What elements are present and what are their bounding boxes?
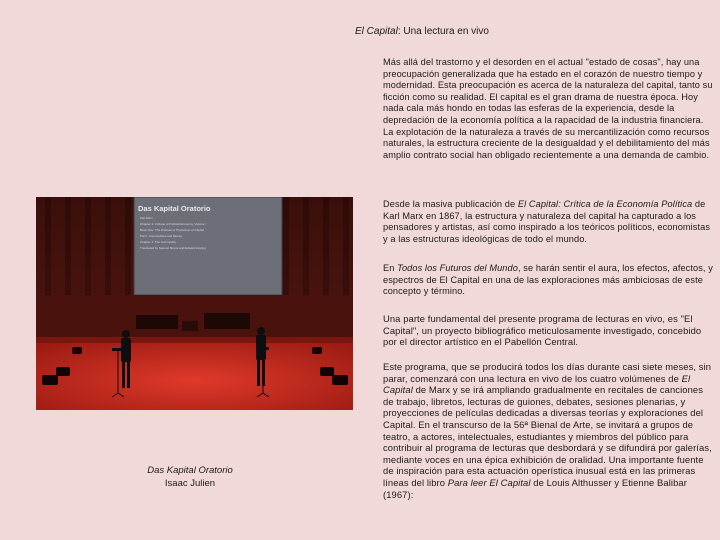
p3-b: , se harán sentir el aura, los efectos, afectos, y espectros de El Capital en una de las exploraciones más ambiciosas de este concepto y término. <box>383 263 713 297</box>
screen-line-2: Chapter 1: Critique of Political Economy, Volume I <box>140 222 207 226</box>
p5-em2: Para leer El Capital <box>447 476 531 488</box>
photo-caption <box>120 464 260 490</box>
p5-b: de Marx y se irá ampliando gradualmente en recitales de canciones de trabajo, libretos, lecturas de guiones, debates, sesiones plenarias, y proyecciones de películas dedicadas a diversas teorías y exploraciones del Capital. En el transcurso de la 56ª Bienal de Arte, se invitará a grupos de teatro, a actores, intelectuales, estudiantes y miembros del público para contribuir al programa de lecturas que desbordará y se difundirá por galerías, mediante voces en una épica exhibición de oralidad. Una importante fuente de inspiración para esta actuación operística inusual está en las primeras líneas del libro <box>383 384 712 488</box>
title-rest: : Una lectura en vivo <box>397 26 489 37</box>
paragraph-4 <box>383 313 713 348</box>
caption-title: Das Kapital Oratorio <box>147 465 233 476</box>
screen-line-6: Translated by Samuel Moore and Edward Aveling <box>140 246 206 250</box>
paragraph-4-text: Una parte fundamental del presente programa de lecturas en vivo, es "El Capital", un proyecto bibliográfico meticulosamente investigado, concebido por el director artístico en el Pabellón Central. <box>383 313 702 348</box>
title-em: El Capital <box>355 26 398 37</box>
stage-illustration <box>36 197 353 410</box>
p2-em: El Capital: Crítica de la Economía Política <box>517 199 693 209</box>
paragraph-2 <box>383 199 713 245</box>
paragraph-3 <box>383 263 713 298</box>
paragraph-1-text: Más allá del trastorno y el desorden en el actual "estado de cosas", hay una preocupación generalizada que ha estado en el corazón de nuestro tiempo y modernidad. Esta preocupación es acerca de la naturaleza del capital, tanto su ficción como su realidad. El capital es el gran drama de nuestra época. Hoy nada cala más hondo en todas las esferas de la experiencia, desde la depredación de la economía política a la rapacidad de la industria financiera. La explotación de la naturaleza a través de su mercantilización como recursos naturales, la estructura creciente de la desigualdad y el debilitamiento del más amplio contrato social han obligado recientemente a una demanda de cambio. <box>383 57 713 160</box>
screen-line-1: Karl Marx <box>140 216 153 220</box>
p3-em: Todos los Futuros del Mundo <box>397 263 518 273</box>
screen-line-5: Chapter 1: The Commodity <box>140 240 176 244</box>
screen-line-4: Part I: Commodities and Money <box>140 234 183 238</box>
p3-a: En <box>383 263 398 273</box>
p5-a: Este programa, que se producirá todos los días durante casi siete meses, sin parar, comenzará con una lectura en vivo de los cuatro volúmenes de <box>383 361 712 384</box>
screen-line-3: Book One: The Process of Production of Capital <box>140 228 204 232</box>
caption-artist: Isaac Julien <box>164 478 216 489</box>
page-title <box>355 25 489 38</box>
p2-b: de Karl Marx en 1867, la estructura y naturaleza del capital ha capturado a los pensadores y artistas, así como inspirado a los teóricos políticos, economistas y a las estructuras ideológicas de todo el mundo. <box>383 199 711 244</box>
paragraph-1 <box>383 57 713 161</box>
screen-heading: Das Kapital Oratorio <box>138 204 211 213</box>
p2-a: Desde la masiva publicación de <box>383 199 518 209</box>
p5-em1: El Capital <box>383 372 691 396</box>
p5-c: de Louis Althusser y Etienne Balibar (1967): <box>383 476 687 500</box>
performance-photo <box>36 197 353 410</box>
paragraph-5 <box>383 361 713 500</box>
